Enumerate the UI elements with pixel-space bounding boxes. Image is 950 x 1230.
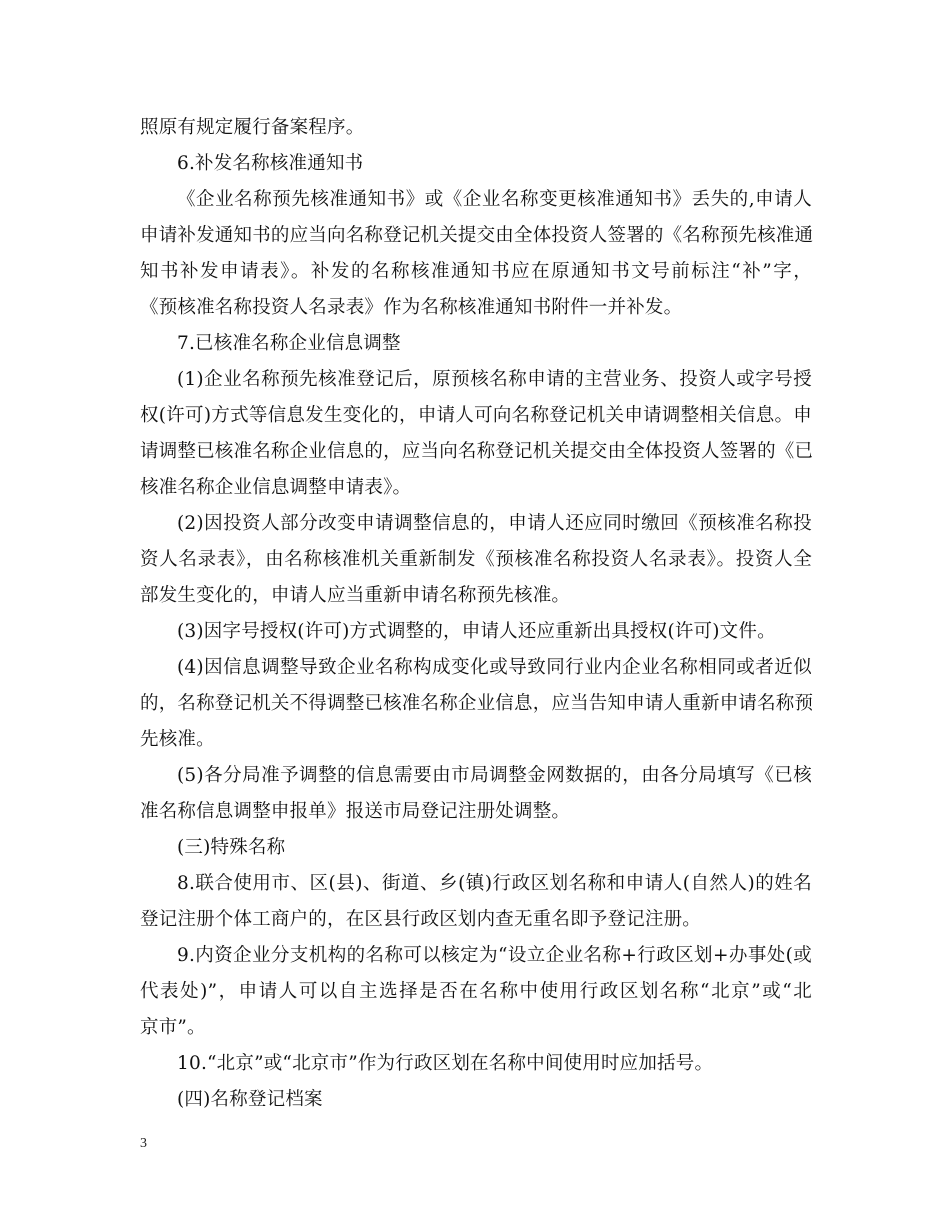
section-heading-6: 6.补发名称核准通知书 — [177, 153, 364, 174]
paragraph-line: 9.内资企业分支机构的名称可以核定为“设立企业名称+行政区划+办事处(或 — [177, 945, 812, 966]
paragraph-line: 照原有规定履行备案程序。 — [140, 117, 365, 138]
paragraph-line: (5)各分局准予调整的信息需要由市局调整金网数据的，由各分局填写《已核 — [177, 765, 812, 786]
section-heading-7: 7.已核准名称企业信息调整 — [177, 333, 401, 354]
paragraph-line: 10.“北京”或“北京市”作为行政区划在名称中间使用时应加括号。 — [177, 1053, 714, 1074]
paragraph-line: 请调整已核准名称企业信息的，应当向名称登记机关提交由全体投资人签署的《已 — [140, 441, 814, 462]
paragraph-line: 《企业名称预先核准通知书》或《企业名称变更核准通知书》丢失的,申请人 — [177, 189, 812, 210]
paragraph-line: (4)因信息调整导致企业名称构成变化或导致同行业内企业名称相同或者近似 — [177, 657, 812, 678]
paragraph-line: 《预核准名称投资人名录表》作为名称核准通知书附件一并补发。 — [140, 297, 683, 318]
paragraph-line: 准名称信息调整申报单》报送市局登记注册处调整。 — [140, 801, 571, 822]
paragraph-line: 8.联合使用市、区(县)、街道、乡(镇)行政区划名称和申请人(自然人)的姓名 — [177, 873, 812, 894]
paragraph-line: 资人名录表》，由名称核准机关重新制发《预核准名称投资人名录表》。投资人全 — [140, 549, 812, 570]
page-number: 3 — [140, 1136, 147, 1151]
paragraph-line: 先核准。 — [140, 729, 215, 750]
section-heading-special-names: (三)特殊名称 — [177, 837, 286, 858]
paragraph-line: (1)企业名称预先核准登记后，原预核名称申请的主营业务、投资人或字号授 — [177, 369, 812, 390]
section-heading-name-archives: (四)名称登记档案 — [177, 1089, 323, 1110]
paragraph-line: 核准名称企业信息调整申请表》。 — [140, 477, 412, 498]
paragraph-line: 申请补发通知书的应当向名称登记机关提交由全体投资人签署的《名称预先核准通 — [140, 225, 814, 246]
paragraph-line: 登记注册个体工商户的，在区县行政区划内查无重名即予登记注册。 — [140, 909, 702, 930]
paragraph-line: 部发生变化的，申请人应当重新申请名称预先核准。 — [140, 585, 571, 606]
paragraph-line: 京市”。 — [140, 1017, 206, 1038]
paragraph-line: 代表处)”，申请人可以自主选择是否在名称中使用行政区划名称“北京”或“北 — [140, 981, 812, 1002]
paragraph-line: (3)因字号授权(许可)方式调整的，申请人还应重新出具授权(许可)文件。 — [177, 621, 776, 642]
paragraph-line: (2)因投资人部分改变申请调整信息的，申请人还应同时缴回《预核准名称投 — [177, 513, 812, 534]
paragraph-line: 的，名称登记机关不得调整已核准名称企业信息，应当告知申请人重新申请名称预 — [140, 693, 814, 714]
paragraph-line: 权(许可)方式等信息发生变化的，申请人可向名称登记机关申请调整相关信息。申 — [140, 405, 812, 426]
paragraph-line: 知书补发申请表》。补发的名称核准通知书应在原通知书文号前标注“补”字， — [140, 261, 812, 282]
